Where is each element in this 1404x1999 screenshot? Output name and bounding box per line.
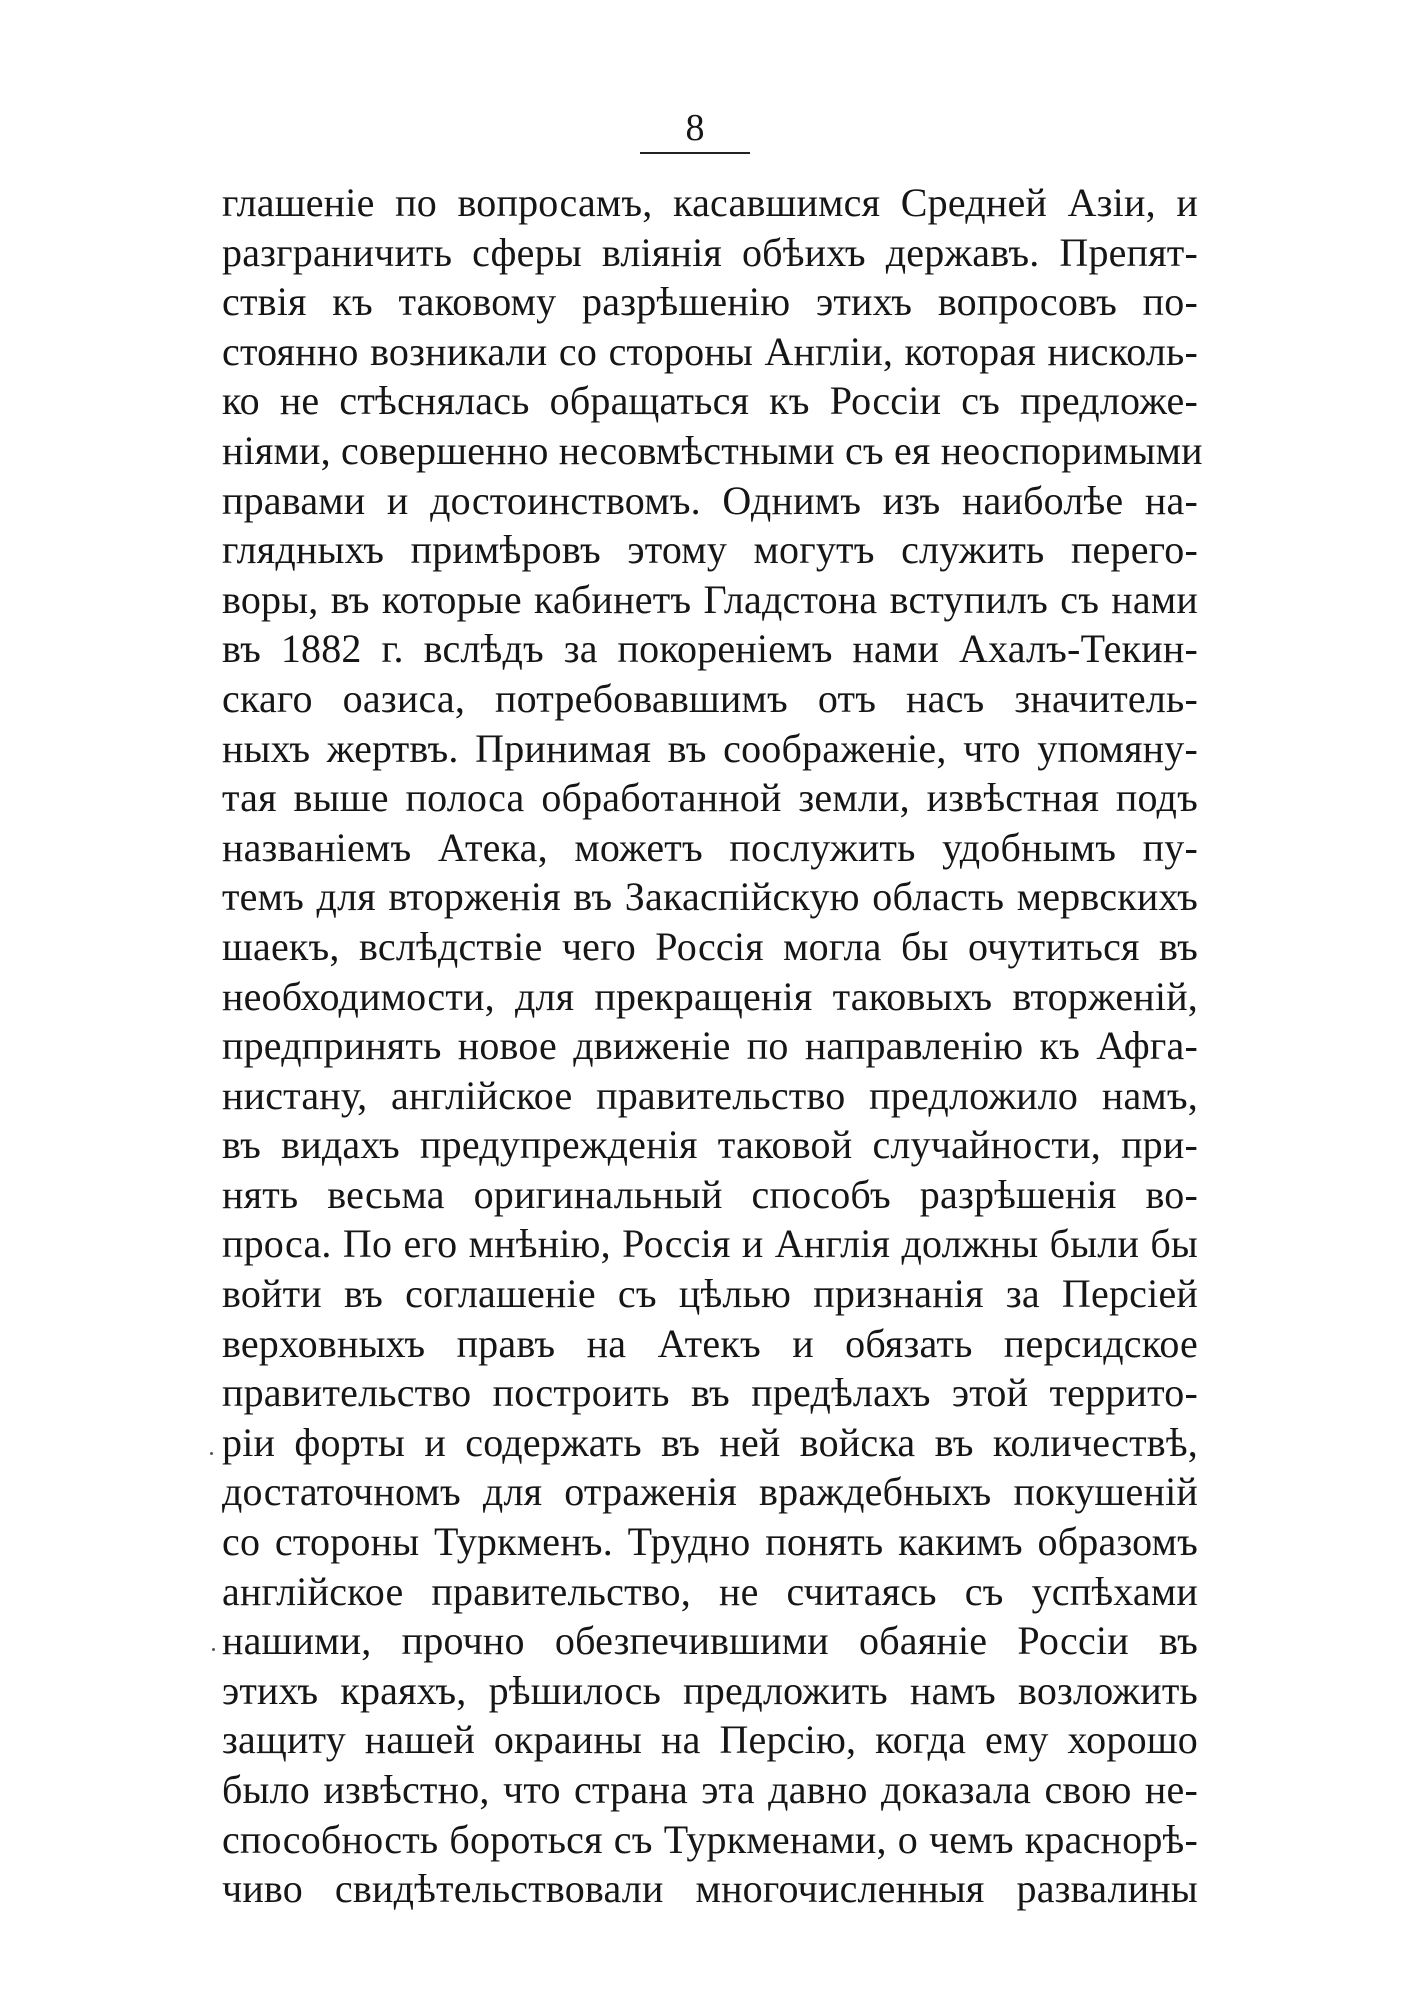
text-line: шаекъ, вслѣдствіе чего Россія могла бы очутиться въ	[222, 923, 1198, 969]
text-line: чиво свидѣтельствовали многочисленныя развалины	[222, 1866, 1198, 1912]
text-line: достаточномъ для отраженія враждебныхъ покушеній	[222, 1469, 1198, 1515]
text-line: защиту нашей окраины на Персію, когда ему хорошо	[222, 1717, 1198, 1763]
text-line: скаго оазиса, потребовавшимъ отъ насъ значитель-	[222, 675, 1198, 721]
text-line: нистану, англійское правительство предложило намъ,	[222, 1072, 1198, 1118]
text-line: правами и достоинствомъ. Однимъ изъ наиболѣе на-	[222, 477, 1198, 523]
text-line: стоянно возникали со стороны Англіи, которая нисколь-	[222, 328, 1198, 374]
text-line: ныхъ жертвъ. Принимая въ соображеніе, что упомяну-	[222, 725, 1198, 771]
page-header	[630, 108, 760, 160]
text-line: ствія къ таковому разрѣшенію этихъ вопросовъ по-	[222, 279, 1198, 325]
header-rule	[640, 152, 750, 154]
text-line: разграничить сферы вліянія обѣихъ державъ. Препят-	[222, 229, 1198, 275]
text-line: тая выше полоса обработанной земли, извѣстная подъ	[222, 775, 1198, 821]
text-line: нашими, прочно обезпечившими обаяніе Россіи въ	[222, 1618, 1198, 1664]
text-line: предпринять новое движеніе по направленію къ Афга-	[222, 1023, 1198, 1069]
page-number: 8	[685, 107, 705, 149]
margin-speck	[212, 1648, 215, 1651]
text-line: войти въ соглашеніе съ цѣлью признанія за Персіей	[222, 1271, 1198, 1317]
text-line: верховныхъ правъ на Атекъ и обязать персидское	[222, 1320, 1198, 1366]
text-line: проса. По его мнѣнію, Россія и Англія должны были бы	[222, 1221, 1198, 1267]
text-line: было извѣстно, что страна эта давно доказала свою не-	[222, 1767, 1198, 1812]
text-line: глашеніе по вопросамъ, касавшимся Средней Азіи, и	[222, 180, 1198, 225]
text-line: въ видахъ предупрежденія таковой случайности, при-	[222, 1122, 1198, 1168]
text-line: правительство построить въ предѣлахъ этой террито-	[222, 1370, 1198, 1416]
text-line: воры, въ которые кабинетъ Гладстона вступилъ съ нами	[222, 576, 1198, 622]
text-line: названіемъ Атека, можетъ послужить удобнымъ пу-	[222, 824, 1198, 870]
text-line: необходимости, для прекращенія таковыхъ вторженій,	[222, 973, 1198, 1019]
text-line: этихъ краяхъ, рѣшилось предложить намъ возложить	[222, 1667, 1198, 1713]
text-line: въ 1882 г. вслѣдъ за покореніемъ нами Ахалъ-Текин-	[222, 626, 1198, 672]
body-text	[222, 178, 1203, 1914]
text-line: темъ для вторженія въ Закаспійскую область мервскихъ	[222, 874, 1198, 920]
text-line: со стороны Туркменъ. Трудно понять какимъ образомъ	[222, 1519, 1198, 1565]
text-line: ніями, совершенно несовмѣстными съ ея неоспоримыми	[222, 427, 1203, 473]
text-line: англійское правительство, не считаясь съ успѣхами	[222, 1568, 1198, 1614]
text-line: глядныхъ примѣровъ этому могутъ служить перего-	[222, 527, 1198, 573]
text-line: ко не стѣснялась обращаться къ Россіи съ предложе-	[222, 378, 1198, 424]
text-line: ріи форты и содержать въ ней войска въ количествѣ,	[222, 1419, 1198, 1465]
text-line: нять весьма оригинальный способъ разрѣшенія во-	[222, 1171, 1198, 1217]
text-line: способность бороться съ Туркменами, о чемъ краснорѣ-	[222, 1816, 1198, 1862]
margin-speck	[210, 1452, 213, 1455]
